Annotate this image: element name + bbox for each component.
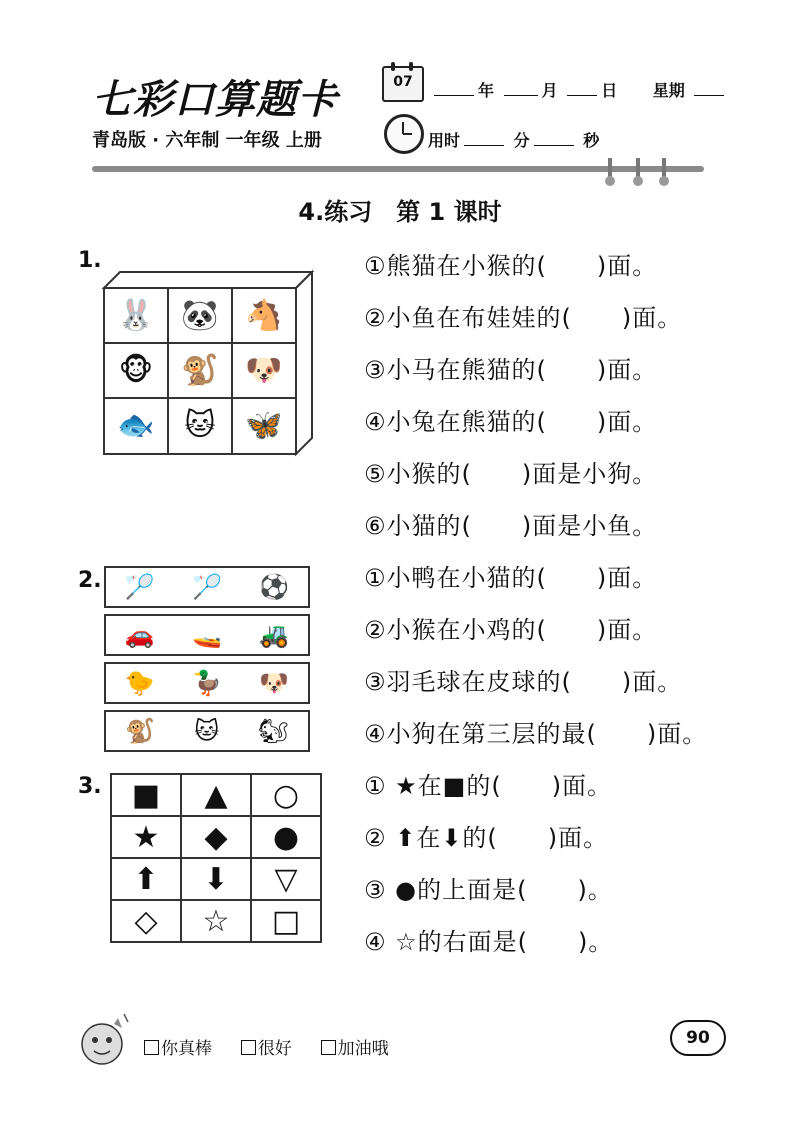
q2-shelf-row-2 — [104, 614, 310, 656]
divider-peg — [608, 158, 612, 180]
date-line: 年 月 日 星期 — [430, 78, 728, 101]
filled-diamond-icon: ◆ — [181, 816, 251, 858]
dog-icon: 🐶 — [259, 669, 290, 697]
mascot-icon — [74, 1010, 134, 1070]
rating-checkbox-1[interactable] — [144, 1040, 159, 1055]
duck-icon: 🦆 — [192, 669, 222, 697]
up-arrow-icon: ⬆ — [111, 858, 181, 900]
panda-icon: 🐼 — [181, 298, 219, 333]
q2-shelf-row-1 — [104, 566, 310, 608]
q3-shape-grid — [110, 773, 322, 943]
doll-icon: 🐵 — [118, 353, 154, 388]
q1-line-6: ⑥小猫的( )面是小鱼。 — [364, 512, 658, 540]
brand-title: 七彩口算题卡 — [92, 76, 338, 123]
q1-line-1: ①熊猫在小猴的( )面。 — [364, 252, 658, 280]
q2-line-4: ④小狗在第三层的最( )面。 — [364, 720, 708, 748]
hollow-down-triangle-icon: ▽ — [251, 858, 321, 900]
page-number: 90 — [670, 1020, 726, 1056]
boat-icon: 🚤 — [192, 621, 222, 649]
q2-line-3: ③羽毛球在皮球的( )面。 — [364, 668, 683, 696]
monkey-icon: 🐒 — [181, 353, 219, 388]
cat-icon: 🐱 — [184, 408, 216, 443]
q3-line-2: ② ⬆在⬇的( )面。 — [364, 824, 609, 852]
q2-line-2: ②小猴在小鸡的( )面。 — [364, 616, 658, 644]
horse-icon: 🐴 — [245, 298, 283, 333]
q2-shelf-row-3 — [104, 662, 310, 704]
ball-icon: ⚽ — [259, 573, 290, 601]
monkey-icon: 🐒 — [125, 717, 156, 745]
q1-line-2: ②小鱼在布娃娃的( )面。 — [364, 304, 683, 332]
q1-line-3: ③小马在熊猫的( )面。 — [364, 356, 658, 384]
q2-line-1: ①小鸭在小猫的( )面。 — [364, 564, 658, 592]
q1-pictures — [104, 288, 296, 454]
racket-icon: 🏸 — [124, 573, 155, 601]
q2-shelf — [104, 566, 310, 758]
divider-peg — [662, 158, 666, 180]
clock-icon — [384, 114, 424, 154]
down-arrow-icon: ⬇ — [181, 858, 251, 900]
shuttlecock-icon: 🏸 — [192, 573, 222, 601]
filled-circle-icon: ● — [251, 816, 321, 858]
hollow-diamond-icon: ◇ — [111, 900, 181, 942]
q1-line-5: ⑤小猴的( )面是小狗。 — [364, 460, 658, 488]
cat-icon: 🐱 — [194, 717, 220, 745]
q3-line-1: ① ★在■的( )面。 — [364, 772, 613, 800]
chick-icon: 🐤 — [124, 669, 155, 697]
time-line: 用时 分 秒 — [428, 131, 600, 150]
edition-subtitle: 青岛版 · 六年制 一年级 上册 — [92, 130, 322, 151]
divider-peg — [636, 158, 640, 180]
rabbit-icon: 🐰 — [117, 298, 155, 333]
q1-number: 1. — [78, 248, 102, 273]
q2-shelf-row-4 — [104, 710, 310, 752]
filled-triangle-icon: ▲ — [181, 774, 251, 816]
lesson-title: 4.练习 第 1 课时 — [298, 198, 502, 226]
q3-line-4: ④ ☆的右面是( )。 — [364, 928, 614, 956]
hollow-circle-icon: ○ — [251, 774, 321, 816]
dog-icon: 🐶 — [245, 353, 283, 388]
filled-star-icon: ★ — [111, 816, 181, 858]
rating-checkbox-3[interactable] — [321, 1040, 336, 1055]
q3-number: 3. — [78, 774, 102, 799]
calendar-icon: 07 — [382, 66, 424, 102]
q2-number: 2. — [78, 568, 102, 593]
header-divider — [92, 166, 704, 172]
butterfly-icon: 🦋 — [245, 408, 283, 443]
rating-checkbox-2[interactable] — [241, 1040, 256, 1055]
q1-line-4: ④小兔在熊猫的( )面。 — [364, 408, 658, 436]
filled-square-icon: ■ — [111, 774, 181, 816]
tank-icon: 🚜 — [259, 621, 290, 649]
rating-options: 你真棒 很好 加油哦 — [144, 1034, 389, 1059]
squirrel-icon: 🐿 — [258, 717, 289, 745]
q3-line-3: ③ ●的上面是( )。 — [364, 876, 613, 904]
car-icon: 🚗 — [124, 621, 155, 649]
hollow-square-icon: □ — [251, 900, 321, 942]
fish-icon: 🐟 — [117, 408, 155, 443]
hollow-star-icon: ☆ — [181, 900, 251, 942]
